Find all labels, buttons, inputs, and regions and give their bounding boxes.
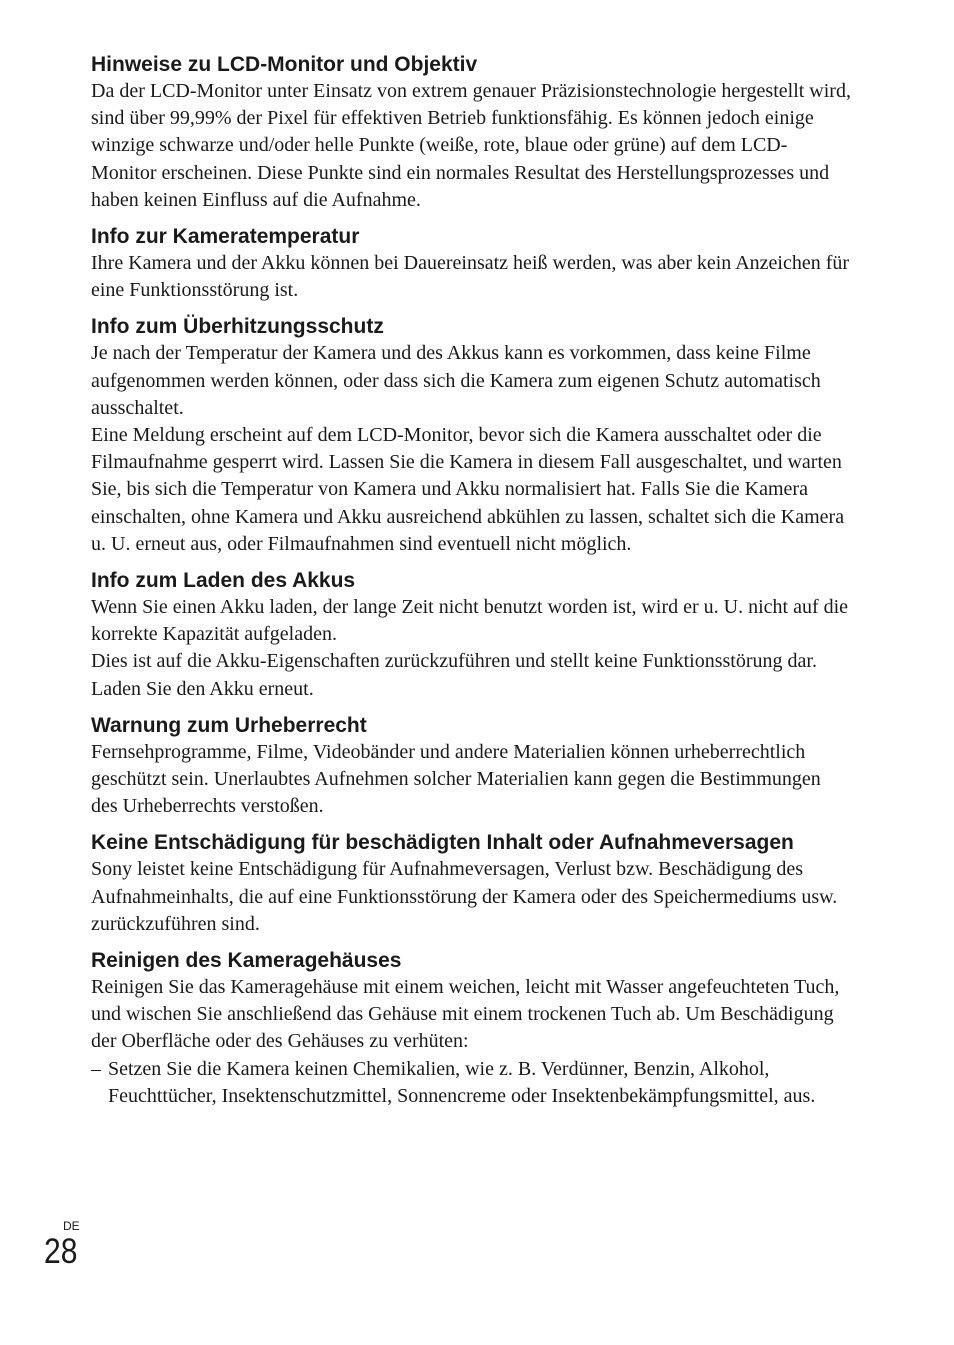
- section-cleaning: [91, 946, 851, 1110]
- document-body: [91, 50, 851, 1110]
- bullet-text: Setzen Sie die Kamera keinen Chemikalien, wie z. B. Verdünner, Benzin, Alkohol, Feuchttücher, Insektenschutzmittel, Sonnencreme oder Insektenbekämpfungsmittel, aus.: [108, 1057, 816, 1107]
- section-paragraph: Reinigen Sie das Kameragehäuse mit einem weichen, leicht mit Wasser angefeuchteten Tuch, und wischen Sie anschließend das Gehäuse mit einem trockenen Tuch ab. Um Beschädigung der Oberfläche oder des Gehäuses zu verhüten:: [91, 976, 840, 1053]
- section-camera-temperature: [91, 222, 851, 304]
- section-copyright-warning: [91, 711, 851, 821]
- bullet-item: [91, 1056, 851, 1110]
- section-paragraph: Fernsehprogramme, Filme, Videobänder und andere Materialien können urheberrechtlich geschützt sein. Unerlaubtes Aufnehmen solcher Materialien kann gegen die Bestimmungen des Urheberrechts verstoßen.: [91, 740, 821, 818]
- section-heading: Hinweise zu LCD-Monitor und Objektiv: [91, 53, 478, 76]
- section-battery-charging: [91, 566, 851, 703]
- section-heading: Info zum Laden des Akkus: [91, 569, 356, 593]
- bullet-marker: –: [91, 1057, 101, 1080]
- section-heading: Keine Entschädigung für beschädigten Inhalt oder Aufnahmeversagen: [91, 831, 794, 855]
- section-overheat-protection: [91, 312, 851, 558]
- section-paragraph: Eine Meldung erscheint auf dem LCD-Monitor, bevor sich die Kamera ausschaltet oder die Filmaufnahme gesperrt wird. Lassen Sie die Kamera in diesem Fall ausgeschaltet, und warten Sie, bis sich die Temperatur von Kamera und Akku normalisiert hat. Falls Sie die Kamera einschalten, ohne Kamera und Akku ausreichend abkühlen zu lassen, schaltet sich die Kamera u. U. erneut aus, oder Filmaufnahmen sind eventuell nicht möglich.: [91, 424, 845, 555]
- section-heading: Info zum Überhitzungsschutz: [91, 315, 384, 339]
- section-heading: Reinigen des Kameragehäuses: [91, 949, 402, 973]
- section-no-compensation: [91, 828, 851, 938]
- footer-language-code: DE: [63, 1219, 80, 1233]
- section-paragraph: Dies ist auf die Akku-Eigenschaften zurückzuführen und stellt keine Funktionsstörung dar. Laden Sie den Akku erneut.: [91, 650, 817, 700]
- section-paragraph: Je nach der Temperatur der Kamera und des Akkus kann es vorkommen, dass keine Filme aufgenommen werden können, oder dass sich die Kamera zum eigenen Schutz automatisch ausschaltet.: [91, 342, 821, 419]
- section-lcd-monitor: [91, 50, 851, 214]
- section-paragraph: Wenn Sie einen Akku laden, der lange Zeit nicht benutzt worden ist, wird er u. U. nicht auf die korrekte Kapazität aufgeladen.: [91, 596, 849, 646]
- section-paragraph: Da der LCD-Monitor unter Einsatz von extrem genauer Präzisionstechnologie hergestellt wird, sind über 99,99% der Pixel für effektiven Betrieb funktionsfähig. Es können jedoch einige winzige schwarze und/oder helle Punkte (weiße, rote, blaue oder grüne) auf dem LCD-Monitor erscheinen. Diese Punkte sind ein normales Resultat des Herstellungsprozesses und haben keinen Einfluss auf die Aufnahme.: [91, 80, 851, 211]
- section-paragraph: Sony leistet keine Entschädigung für Aufnahmeversagen, Verlust bzw. Beschädigung des Aufnahmeinhalts, die auf eine Funktionsstörung der Kamera oder des Speichermediums usw. zurückzuführen sind.: [91, 858, 838, 935]
- page-number: 28: [44, 1232, 78, 1271]
- section-paragraph: Ihre Kamera und der Akku können bei Dauereinsatz heiß werden, was aber kein Anzeichen für eine Funktionsstörung ist.: [91, 252, 850, 302]
- section-heading: Info zur Kameratemperatur: [91, 225, 360, 249]
- section-heading: Warnung zum Urheberrecht: [91, 713, 367, 737]
